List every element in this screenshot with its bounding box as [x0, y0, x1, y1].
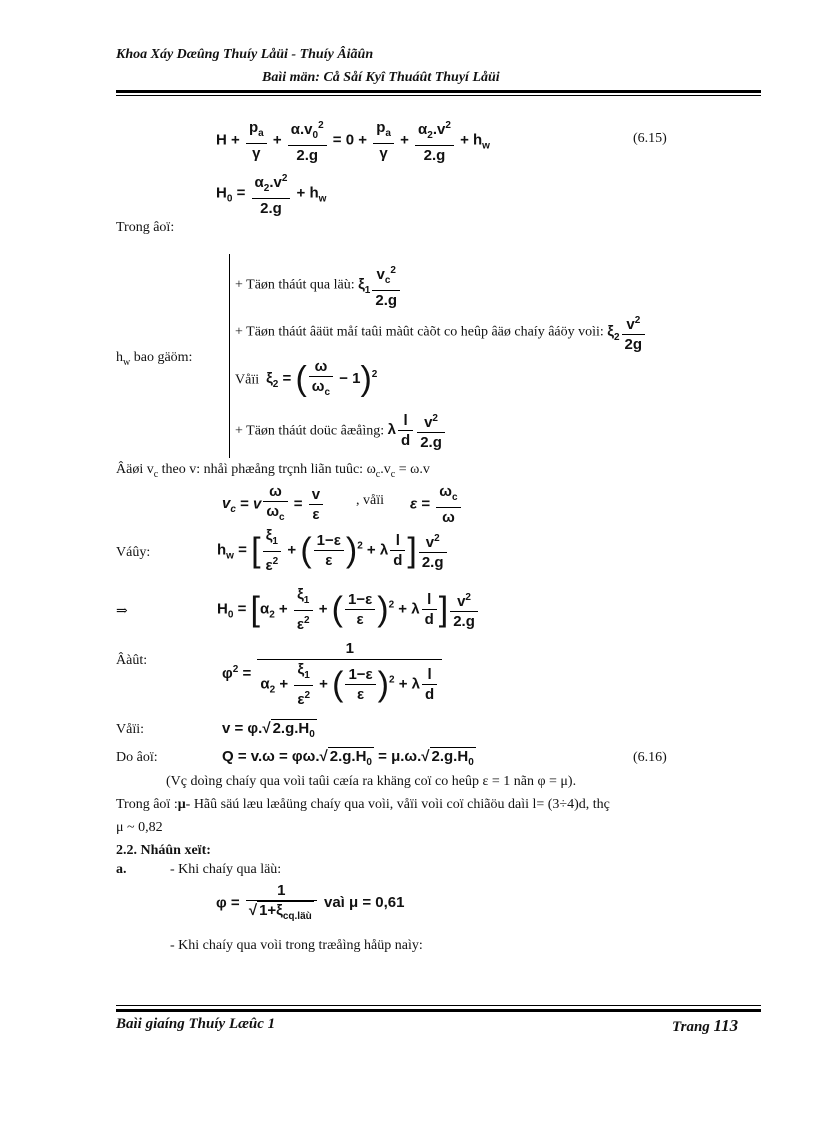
do-doi-label: Do âoï: — [116, 750, 158, 765]
hw-label: $h_w$ bao gäöm: — [116, 350, 193, 368]
loss-friction: + Täøn tháút doüc âæåìng: λ $\frac{l}{d}$ $\frac{v^2}{2.g}$ — [235, 410, 447, 451]
note-text: (Vç doìng chaíy qua voìi taûi cæía ra khäng coï co heûp ε = 1 nãn φ = μ). — [166, 774, 577, 789]
item-a: a. — [116, 862, 127, 877]
equation-phi-orifice: φ = $\frac{1}{√ 1+\xi_{cq.läù}}$ — [216, 882, 319, 925]
loss-orifice: + Täøn tháút qua läù: $\xi_1$ $\frac{v_c^2}{2.g}$ — [235, 262, 402, 309]
equation-vc: $v_c = v$ $\frac{\omega}{\omega_c}$ = $\frac{v}{\varepsilon}$ — [222, 483, 325, 526]
header-line1: Khoa Xáy Dæûng Thuíy Låüi - Thuíy Âiãûn — [116, 47, 374, 62]
footer-rule-thick — [116, 1009, 761, 1012]
header-rule-thin — [116, 95, 761, 96]
hw-bracket-line — [229, 254, 230, 458]
header-rule-thick — [116, 90, 761, 93]
footer-rule-thin — [116, 1005, 761, 1006]
voi-label-3: Våïi: — [116, 722, 144, 737]
arrow-label: ⇒ — [116, 604, 128, 619]
section-heading: 2.2. Nháûn xeït: — [116, 843, 211, 858]
mu-description: Trong âoï :μ- Hãû säú læu læåüng chaíy qua voìi, våïi voìi coï chiãöu daìi l= (3÷4)d, thç — [116, 797, 610, 812]
equation-phi: $\varphi^2$ = 1 $\alpha_2$ + $\frac{\xi_1}{\varepsilon^2}$ + ( $\frac{1-\varepsilon}{\varepsilon}$ )$^2$ + λ $\frac{l}{d}$ — [222, 640, 444, 708]
khi-voi-text: - Khi chaíy qua voìi trong træåìng håüp naìy: — [170, 938, 423, 953]
equation-H0-expanded: $H_0 = [\alpha_2$ + $\frac{\xi_1}{\varepsilon^2}$ + ( $\frac{1-\varepsilon}{\varepsilon}$ )$^2$ + λ $\frac{l}{d}$ ] $\frac{v^2}{2.g}$ — [217, 586, 480, 633]
voi-label-2: , våïi — [356, 493, 384, 508]
equation-hw: $h_w$ = [ $\frac{\xi_1}{\varepsilon^2}$ + ( $\frac{1-\varepsilon}{\varepsilon}$ )$^2$ + λ $\frac{l}{d}$ ] $\frac{v^2}{2.g}$ — [217, 527, 449, 574]
mu-value: μ ~ 0,82 — [116, 820, 163, 835]
equation-H0: $H_0$ = $\frac{\alpha_2.v^2}{2.g}$ + $h_w$ — [216, 170, 326, 217]
trong-doi-label: Trong âoï: — [116, 220, 175, 235]
khi-lo-text: - Khi chaíy qua läù: — [170, 862, 282, 877]
equation-Q: Q = v.ω = φω.√ $2.g.H_0 = \mu.\omega.√$ $2.g.H_0$ — [222, 748, 474, 768]
loss-expansion: + Täøn tháút âäüt måí taûi màût càõt co heûp âäø chaíy âáöy voìi: $\xi_2$ $\frac{v^2}{2g}$ — [235, 312, 647, 353]
va-mu-text: vaì μ = 0,61 — [324, 894, 405, 911]
footer-right: Trang 113 — [672, 1016, 739, 1035]
xi2-definition: Våïi $\xi_2$ = ( $\frac{\omega}{\omega_c}$ − 1)$^2$ — [235, 358, 378, 399]
equation-6-15: H + $\frac{p_a}{\gamma}$ + $\frac{\alpha.v_0^2}{2.g}$ = 0 + $\frac{p_a}{\gamma}$ + $\frac{\alpha_2.v^2}{2.g}$ + $h_w$ — [216, 119, 490, 164]
equation-v: v = φ.√ $2.g.H_0$ — [222, 720, 315, 740]
equation-number-6-16: (6.16) — [633, 750, 667, 765]
footer-left: Baìi giaíng Thuíy Læûc 1 — [116, 1016, 276, 1032]
equation-number-6-15: (6.15) — [633, 131, 667, 146]
equation-epsilon: ε = $\frac{\omega_c}{\omega}$ — [410, 483, 463, 526]
header-line2: Baìi män: Cå Såí Kyî Thuáût Thuyí Låüi — [262, 70, 500, 85]
dat-label: Âàût: — [116, 653, 148, 668]
vay-label: Váûy: — [116, 545, 151, 560]
continuity-text: Âäøi $v_c$ theo v: nhåì phæång trçnh liãn tuûc: $\omega_c.v_c = \omega.v$ — [116, 462, 430, 480]
